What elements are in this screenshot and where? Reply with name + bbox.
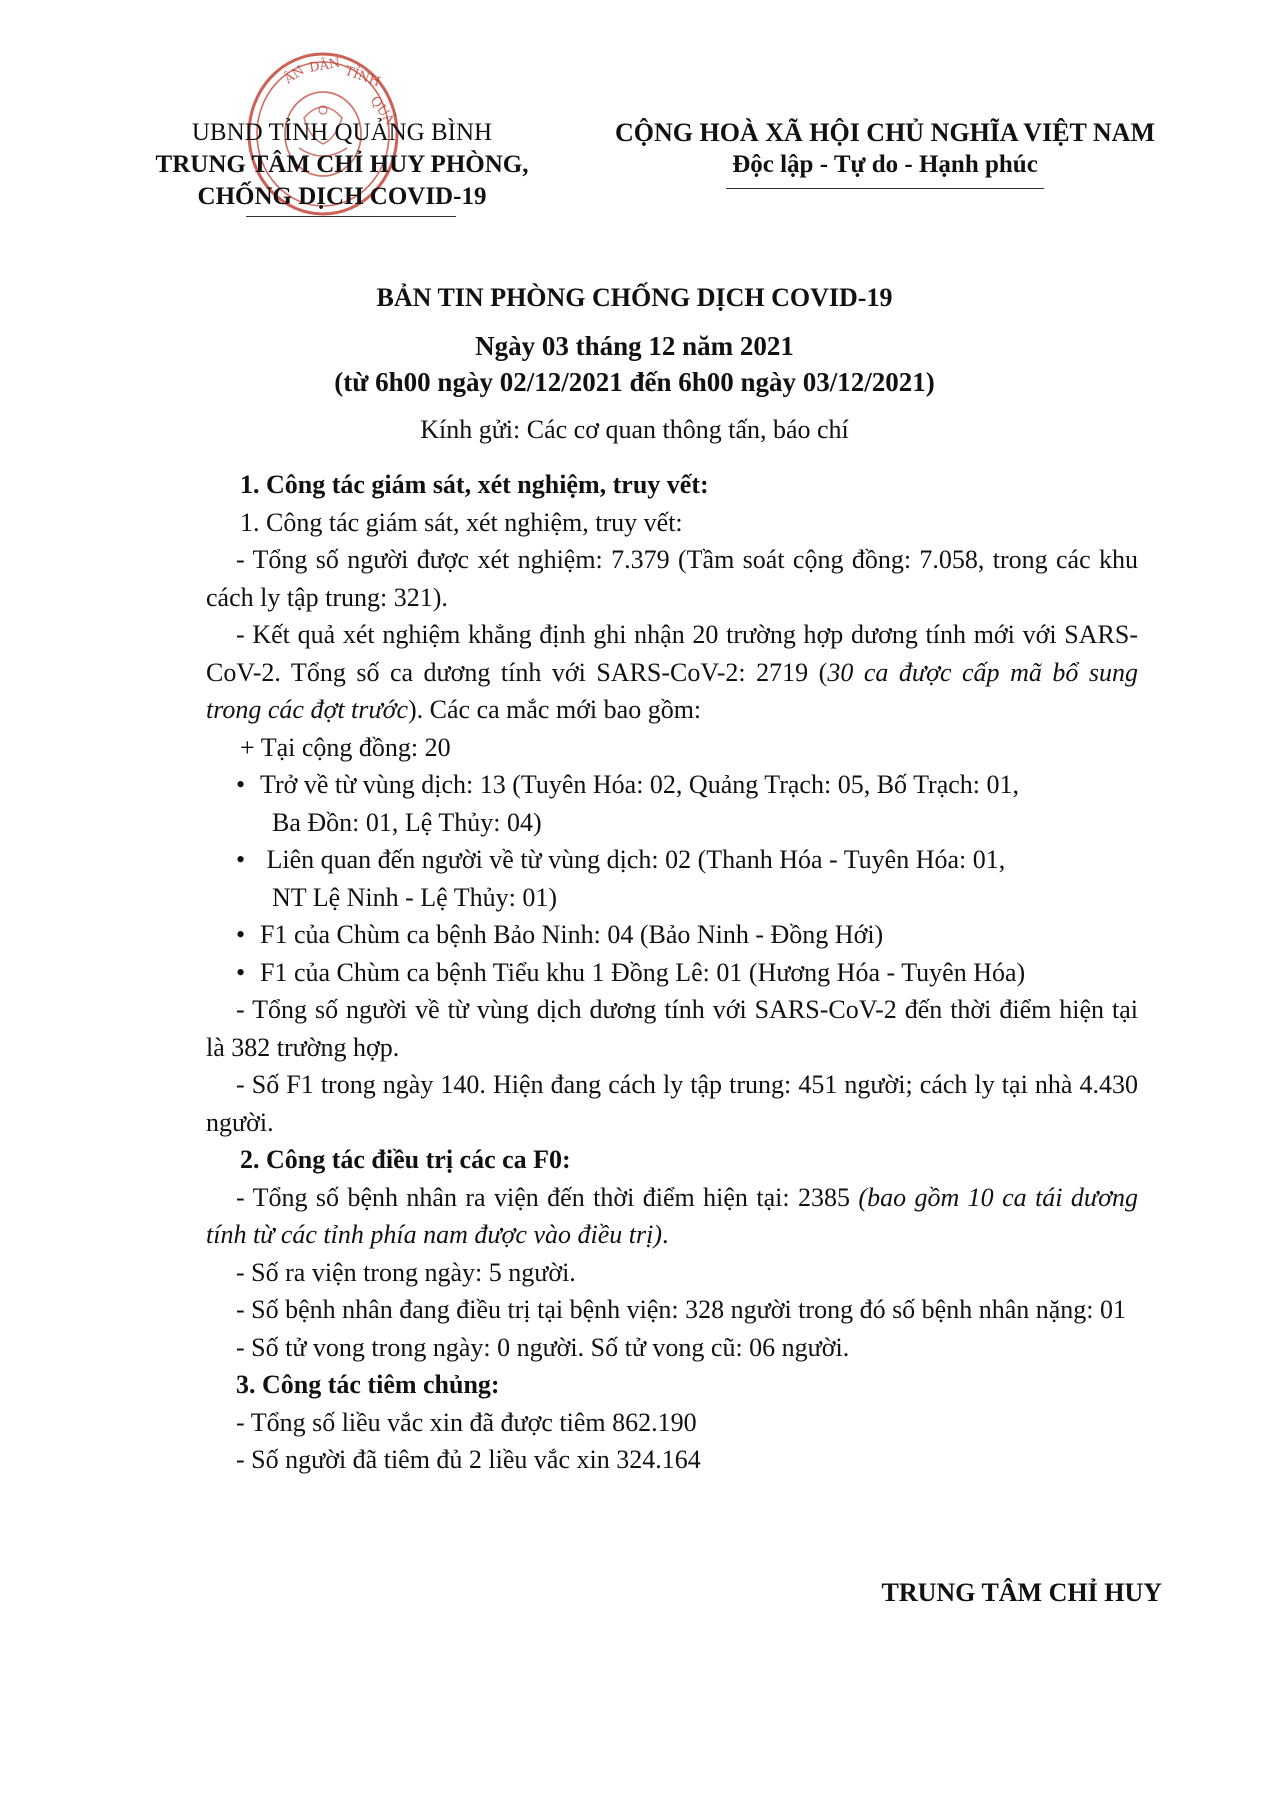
section2-deaths: - Số tử vong trong ngày: 0 người. Số tử vong cũ: 06 người. xyxy=(236,1332,850,1362)
list-item-text: Liên quan đến người về từ vùng dịch: 02 (Thanh Hóa - Tuyên Hóa: 01, xyxy=(260,845,1006,874)
results-tail: ). Các ca mắc mới bao gồm: xyxy=(408,695,702,724)
section3-doses: - Tổng số liều vắc xin đã được tiêm 862.190 xyxy=(236,1407,697,1437)
discharged-text: - Tổng số bệnh nhân ra viện đến thời điểm hiện tại: 2385 xyxy=(236,1182,859,1212)
recipient-line: Kính gửi: Các cơ quan thông tấn, báo chí xyxy=(420,415,849,444)
bullet: • xyxy=(236,957,246,987)
list-item-text: F1 của Chùm ca bệnh Bảo Ninh: 04 (Bảo Ninh - Đồng Hới) xyxy=(260,920,884,949)
national-motto-block xyxy=(575,117,1195,181)
bullet: • xyxy=(236,845,246,874)
bulletin-body xyxy=(206,466,1138,1479)
section1-f1: - Số F1 trong ngày 140. Hiện đang cách ly tập trung: 451 người; cách ly tại nhà 4.430 người. xyxy=(206,1070,1138,1137)
section2-heading: 2. Công tác điều trị các ca F0: xyxy=(240,1145,571,1174)
list-item-text-cont: Ba Đồn: 01, Lệ Thủy: 04) xyxy=(272,807,542,837)
svg-text:TỈNH: TỈNH xyxy=(342,63,383,91)
section1-results xyxy=(206,616,1138,729)
bulletin-title: BẢN TIN PHÒNG CHỐNG DỊCH COVID-19 xyxy=(376,283,893,312)
bullet: • xyxy=(236,920,246,949)
bullet: • xyxy=(236,770,246,799)
country-name: CỘNG HOÀ XÃ HỘI CHỦ NGHĨA VIỆT NAM xyxy=(614,118,1156,147)
discharged-note: (bao gồm 10 ca tái dương tính từ các tỉnh phía nam được vào điều trị) xyxy=(206,1182,1138,1249)
issuer-province: UBND TỈNH QUẢNG BÌNH xyxy=(191,119,493,146)
svg-text:QUẢ: QUẢ xyxy=(366,93,397,128)
issuer-underline xyxy=(246,216,456,217)
results-text: - Kết quả xét nghiệm khẳng định ghi nhận 20 trường hợp dương tính mới với SARS-CoV-2. Tổng số ca dương tính với SARS-CoV-2: 2719 ( xyxy=(206,620,1138,687)
section1-heading-repeat: 1. Công tác giám sát, xét nghiệm, truy vết: xyxy=(240,507,683,537)
list-item xyxy=(206,916,1138,954)
list-item-text: F1 của Chùm ca bệnh Tiểu khu 1 Đồng Lê: 01 (Hương Hóa - Tuyên Hóa) xyxy=(260,957,1026,987)
bulletin-date: Ngày 03 tháng 12 năm 2021 xyxy=(475,331,794,361)
svg-text:DÂN: DÂN xyxy=(308,55,342,76)
section1-returnees: - Tổng số người về từ vùng dịch dương tính với SARS-CoV-2 đến thời điểm hiện tại là 382 trường hợp. xyxy=(206,995,1138,1062)
signature-block: TRUNG TÂM CHỈ HUY xyxy=(881,1578,1162,1607)
list-item xyxy=(206,841,1138,916)
discharged-tail: . xyxy=(662,1220,669,1249)
issuer-agency-line2: CHỐNG DỊCH COVID-19 xyxy=(197,183,487,210)
svg-text:ÂN: ÂN xyxy=(281,63,308,88)
list-item-text: Trở về từ vùng dịch: 13 (Tuyên Hóa: 02, Quảng Trạch: 05, Bố Trạch: 01, xyxy=(260,770,1020,799)
list-item xyxy=(206,766,1138,841)
section2-discharged-total xyxy=(206,1179,1138,1254)
section3-heading: 3. Công tác tiêm chủng: xyxy=(236,1370,500,1399)
list-item xyxy=(206,954,1138,992)
section2-discharged-today: - Số ra viện trong ngày: 5 người. xyxy=(236,1257,576,1287)
section1-heading: 1. Công tác giám sát, xét nghiệm, truy vết: xyxy=(240,470,709,499)
section3-fully-vaccinated: - Số người đã tiêm đủ 2 liều vắc xin 324.164 xyxy=(236,1445,701,1474)
results-note: 30 ca được cấp mã bổ sung trong các đợt trước xyxy=(206,657,1138,724)
section1-tests: - Tổng số người được xét nghiệm: 7.379 (Tầm soát cộng đồng: 7.058, trong các khu cách ly tập trung: 321). xyxy=(206,545,1138,612)
issuer-block xyxy=(112,117,572,213)
national-motto: Độc lập - Tự do - Hạnh phúc xyxy=(732,151,1038,178)
issuer-agency-line1: TRUNG TÂM CHỈ HUY PHÒNG, xyxy=(155,151,529,178)
community-cases: + Tại cộng đồng: 20 xyxy=(240,732,451,762)
section2-in-treatment: - Số bệnh nhân đang điều trị tại bệnh viện: 328 người trong đó số bệnh nhân nặng: 01 xyxy=(236,1295,1127,1324)
list-item-text-cont: NT Lệ Ninh - Lệ Thủy: 01) xyxy=(272,882,557,912)
motto-underline xyxy=(726,188,1044,189)
bulletin-range: (từ 6h00 ngày 02/12/2021 đến 6h00 ngày 03/12/2021) xyxy=(334,367,935,397)
